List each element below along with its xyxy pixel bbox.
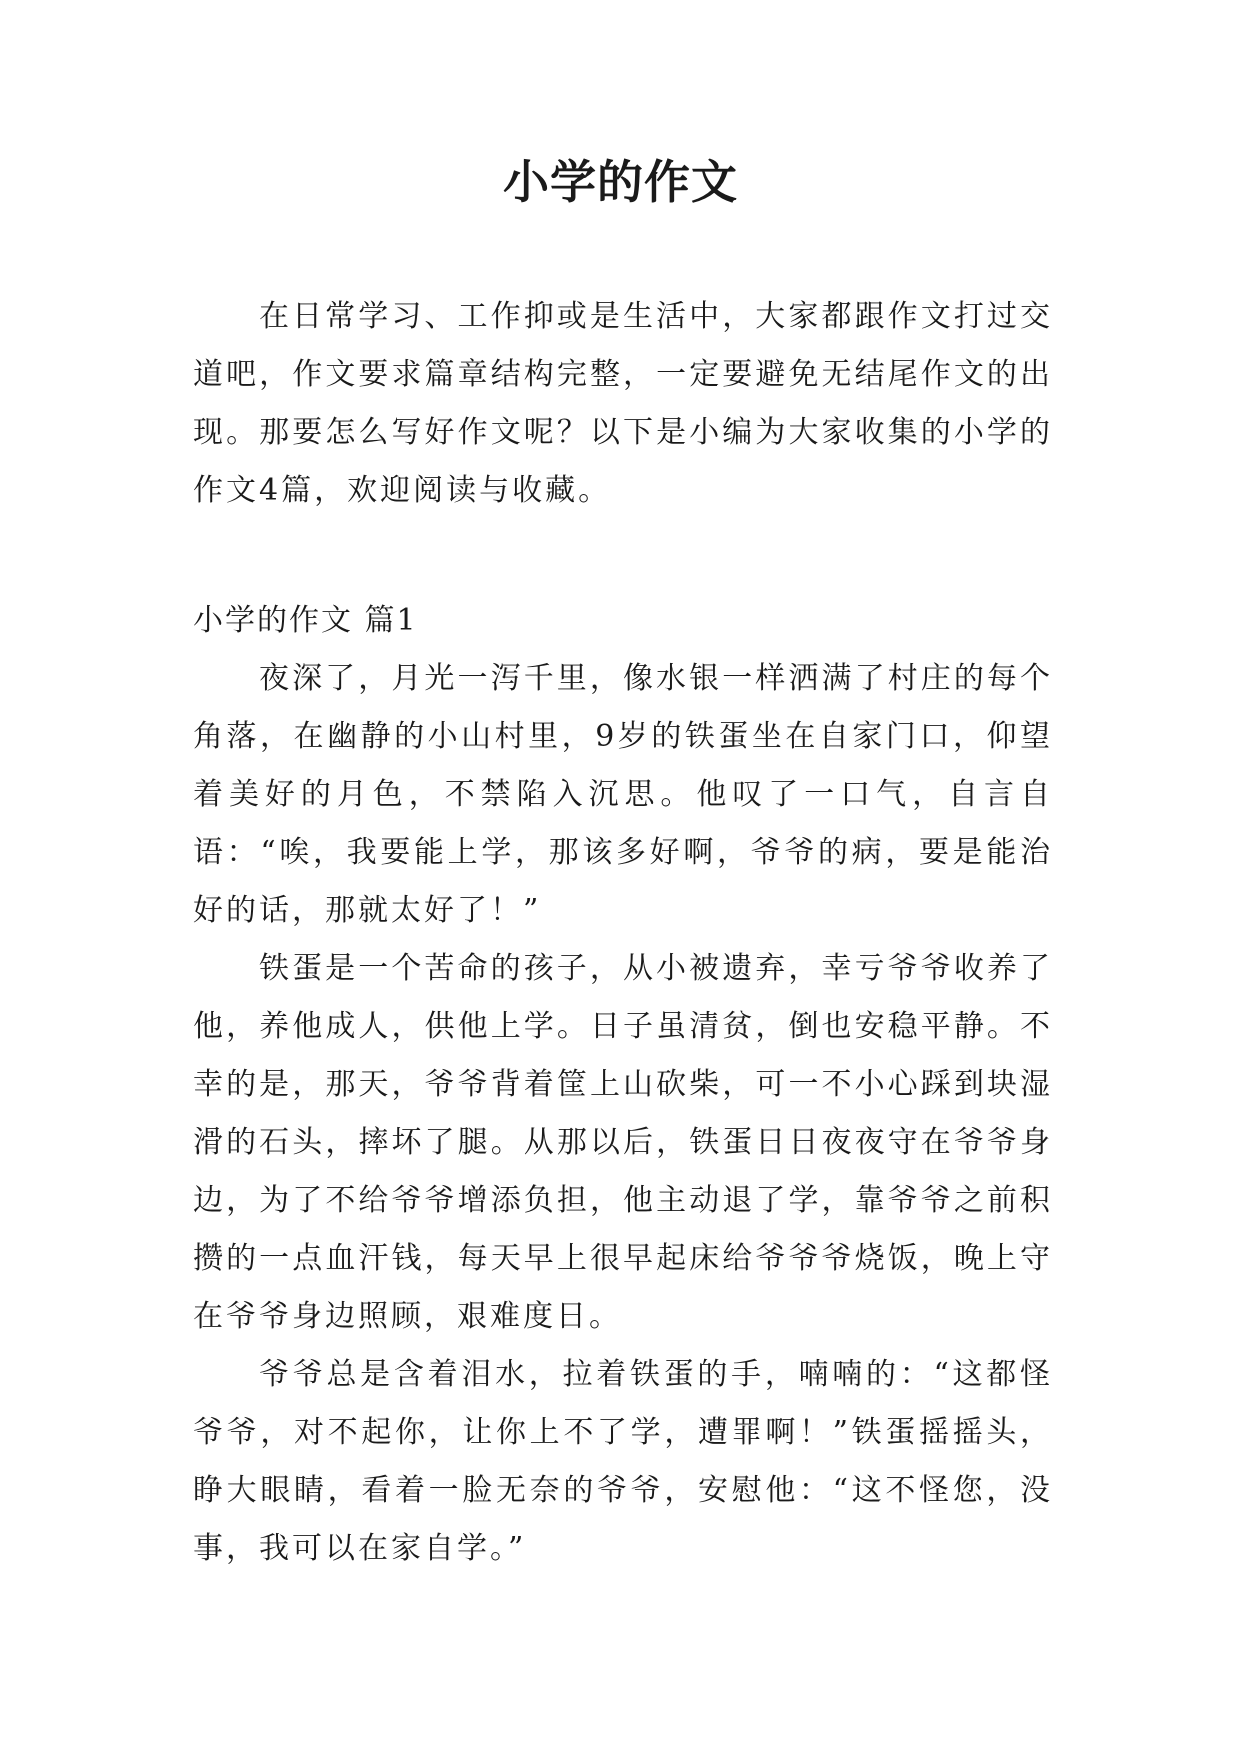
section-heading: 小学的作文 篇1 [193,603,418,638]
intro-paragraph: 在日常学习、工作抑或是生活中，大家都跟作文打过交道吧，作文要求篇章结构完整，一定要避免无结尾作文的出现。那要怎么写好作文呢？以下是小编为大家收集的小学的作文4篇，欢迎阅读与收藏。 [193,299,1053,508]
section-paragraph-1: 夜深了，月光一泻千里，像水银一样洒满了村庄的每个角落，在幽静的小山村里，9岁的铁蛋坐在自家门口，仰望着美好的月色，不禁陷入沉思。他叹了一口气，自言自语：“唉，我要能上学，那该多好啊，爷爷的病，要是能治好的话，那就太好了！” [193,661,1053,928]
document-body [193,288,1053,1578]
document-title: 小学的作文 [503,155,738,209]
section-paragraph-2: 铁蛋是一个苦命的孩子，从小被遗弃，幸亏爷爷收养了他，养他成人，供他上学。日子虽清贫，倒也安稳平静。不幸的是，那天，爷爷背着筐上山砍柴，可一不小心踩到块湿滑的石头，摔坏了腿。从那以后，铁蛋日日夜夜守在爷爷身边，为了不给爷爷增添负担，他主动退了学，靠爷爷之前积攒的一点血汗钱，每天早上很早起床给爷爷爷烧饭，晚上守在爷爷身边照顾，艰难度日。 [193,951,1053,1334]
section-paragraph-3: 爷爷总是含着泪水，拉着铁蛋的手，喃喃的：“这都怪爷爷，对不起你，让你上不了学，遭罪啊！”铁蛋摇摇头，睁大眼睛，看着一脸无奈的爷爷，安慰他：“这不怪您，没事，我可以在家自学。” [193,1357,1053,1566]
